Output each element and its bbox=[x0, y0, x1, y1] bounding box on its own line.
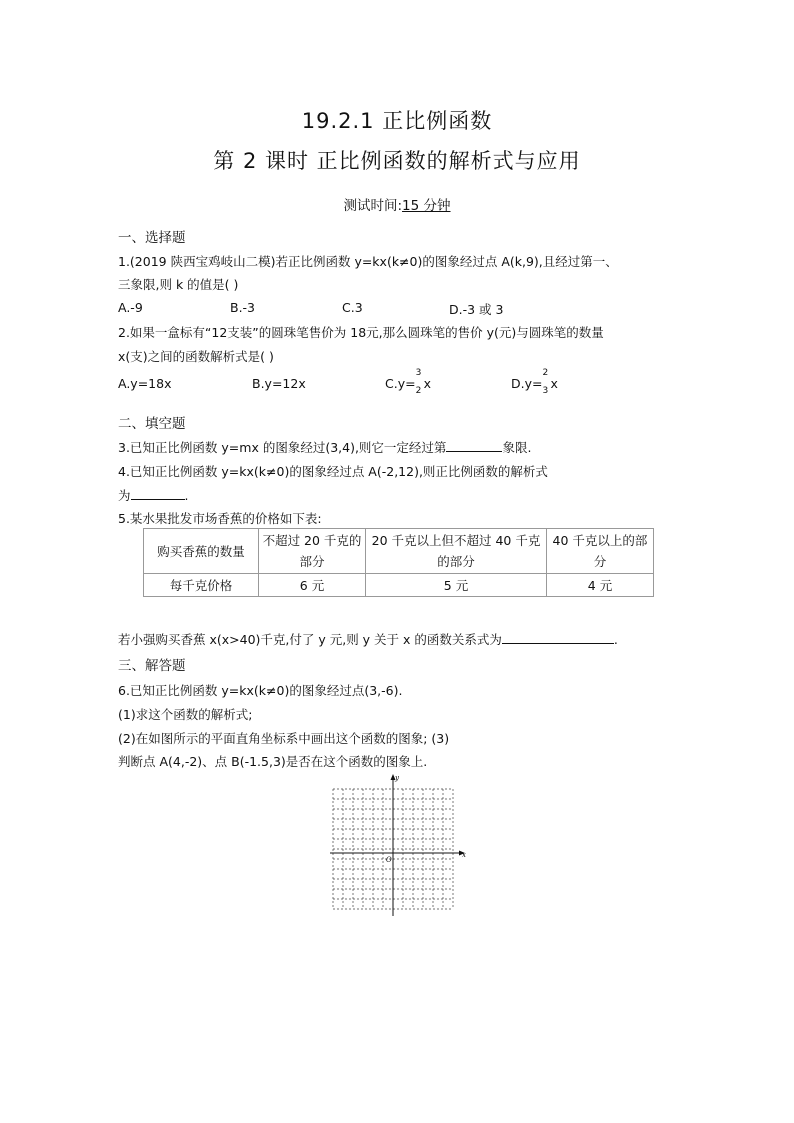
q5-suffix: . bbox=[613, 632, 618, 647]
q6-line4: 判断点 A(4,-2)、点 B(-1.5,3)是否在这个函数的图象上. bbox=[118, 754, 428, 769]
table-cell: 不超过 20 千克的部分 bbox=[259, 529, 366, 574]
q2-option-d-suffix: x bbox=[550, 376, 558, 391]
table-cell: 6 元 bbox=[259, 574, 366, 597]
q6-line1: 6.已知正比例函数 y=kx(k≠0)的图象经过点(3,-6). bbox=[118, 683, 403, 698]
origin-label: O bbox=[386, 856, 392, 864]
q3-text: 3.已知正比例函数 y=mx 的图象经过(3,4),则它一定经过第 bbox=[118, 440, 447, 455]
section-heading-solve: 三、解答题 bbox=[118, 658, 186, 674]
table-cell: 40 千克以上的部分 bbox=[547, 529, 654, 574]
section-heading-choice: 一、选择题 bbox=[118, 230, 186, 246]
q4-suffix: . bbox=[184, 488, 189, 503]
q4-prefix: 为 bbox=[118, 488, 131, 503]
q5-question bbox=[118, 630, 618, 648]
q1-option-a: A.-9 bbox=[118, 300, 143, 315]
q1-option-c: C.3 bbox=[342, 300, 363, 315]
q2-option-c-fraction bbox=[415, 368, 424, 396]
q4-line1: 4.已知正比例函数 y=kx(k≠0)的图象经过点 A(-2,12),则正比例函数的解析式 bbox=[118, 464, 548, 479]
q2-option-d bbox=[511, 368, 558, 396]
q2-option-c-denominator: 2 bbox=[415, 386, 422, 396]
q5-intro: 5.某水果批发市场香蕉的价格如下表: bbox=[118, 511, 322, 526]
q4-line2 bbox=[118, 486, 189, 504]
q3-suffix: 象限. bbox=[502, 440, 532, 455]
q2-option-d-prefix: D.y= bbox=[511, 376, 543, 391]
coordinate-grid bbox=[326, 773, 471, 920]
q2-option-c-prefix: C.y= bbox=[385, 376, 416, 391]
q4-answer-blank[interactable] bbox=[131, 487, 185, 500]
q2-line2: x(支)之间的函数解析式是( ) bbox=[118, 349, 274, 364]
q2-option-b: B.y=12x bbox=[252, 376, 306, 391]
q2-option-c bbox=[385, 368, 431, 396]
table-cell: 每千克价格 bbox=[144, 574, 259, 597]
q3-line bbox=[118, 438, 531, 456]
section-heading-fill: 二、填空题 bbox=[118, 416, 186, 432]
table-cell: 20 千克以上但不超过 40 千克的部分 bbox=[366, 529, 547, 574]
q2-option-c-numerator: 3 bbox=[415, 368, 422, 378]
q6-line3: (2)在如图所示的平面直角坐标系中画出这个函数的图象; (3) bbox=[118, 731, 450, 746]
test-time bbox=[0, 194, 794, 214]
q2-option-d-fraction bbox=[542, 368, 550, 396]
q1-line1: 1.(2019 陕西宝鸡岐山二模)若正比例函数 y=kx(k≠0)的图象经过点 A(k,9),且经过第一、 bbox=[118, 254, 618, 269]
test-time-value: 15 分钟 bbox=[402, 198, 451, 214]
table-row bbox=[144, 574, 654, 597]
q2-line1: 2.如果一盒标有“12支装”的圆珠笔售价为 18元,那么圆珠笔的售价 y(元)与圆珠笔的数量 bbox=[118, 325, 604, 340]
q2-option-d-numerator: 2 bbox=[542, 368, 549, 378]
q2-option-a: A.y=18x bbox=[118, 376, 172, 391]
q5-answer-blank[interactable] bbox=[502, 631, 614, 644]
banana-price-table bbox=[143, 528, 654, 597]
q1-option-d: D.-3 或 3 bbox=[449, 302, 504, 317]
q1-option-b: B.-3 bbox=[230, 300, 256, 315]
test-time-label: 测试时间: bbox=[343, 198, 403, 214]
table-cell: 购买香蕉的数量 bbox=[144, 529, 259, 574]
q1-line2: 三象限,则 k 的值是( ) bbox=[118, 277, 239, 292]
q5-text: 若小强购买香蕉 x(x>40)千克,付了 y 元,则 y 关于 x 的函数关系式为 bbox=[118, 632, 502, 647]
y-axis-label: y bbox=[395, 774, 399, 782]
q2-option-c-suffix: x bbox=[423, 376, 431, 391]
q6-line2: (1)求这个函数的解析式; bbox=[118, 707, 253, 722]
table-cell: 4 元 bbox=[547, 574, 654, 597]
q3-answer-blank[interactable] bbox=[446, 439, 502, 452]
x-axis-label: x bbox=[462, 851, 466, 859]
table-row bbox=[144, 529, 654, 574]
table-cell: 5 元 bbox=[366, 574, 547, 597]
q2-option-d-denominator: 3 bbox=[542, 386, 549, 396]
lesson-subtitle: 第 2 课时 正比例函数的解析式与应用 bbox=[213, 149, 581, 173]
lesson-title: 19.2.1 正比例函数 bbox=[301, 109, 493, 133]
